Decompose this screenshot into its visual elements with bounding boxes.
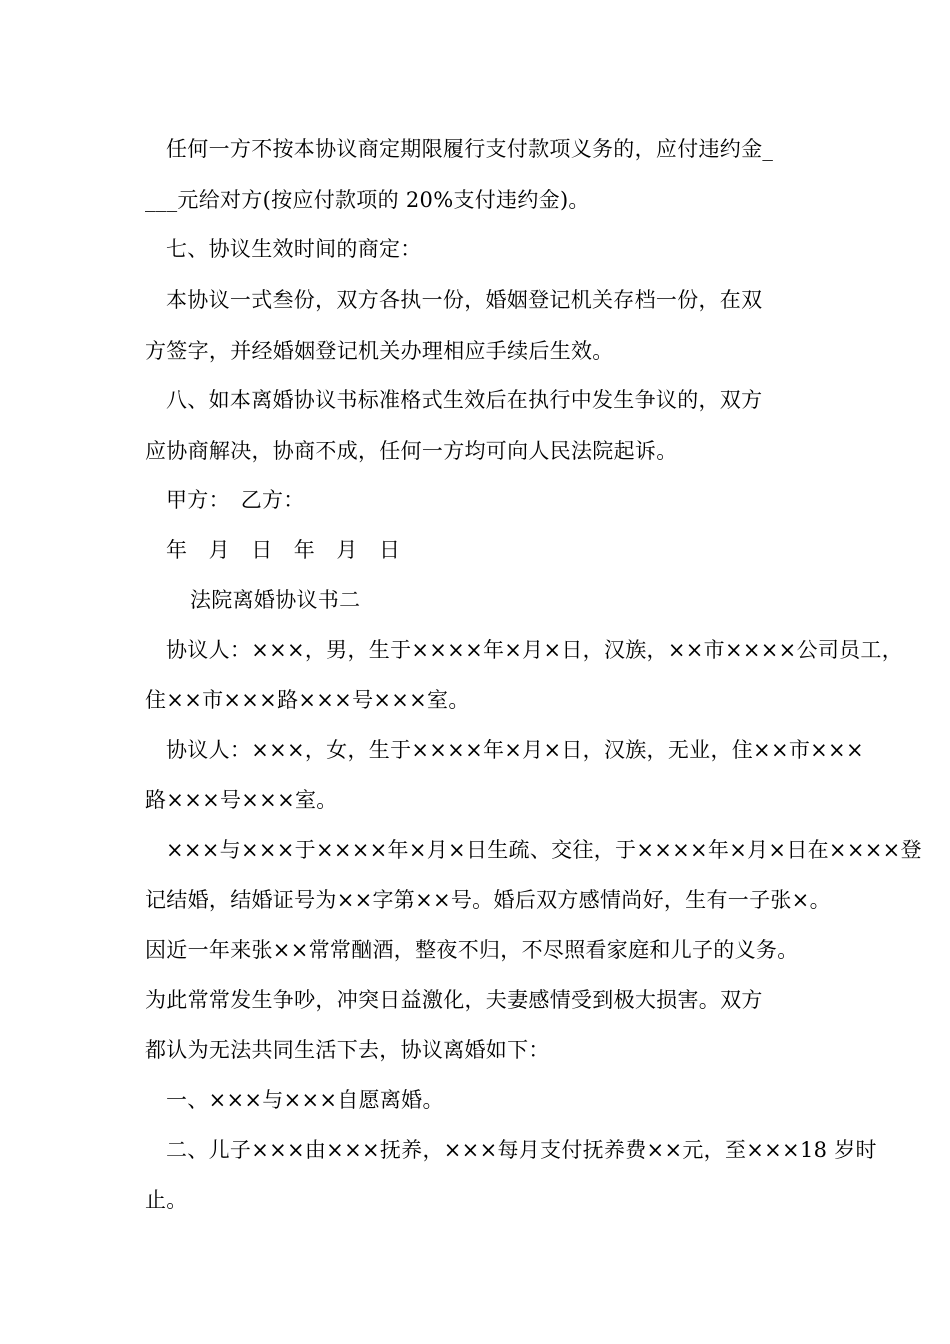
paragraph-line: 方签字，并经婚姻登记机关办理相应手续后生效。 [145,339,614,363]
section-heading: 七、协议生效时间的商定： [166,237,422,261]
paragraph-line: 都认为无法共同生活下去，协议离婚如下： [145,1038,550,1062]
paragraph-line: ___元给对方(按应付款项的 20%支付违约金)。 [145,188,590,212]
paragraph-line: 一、×××与×××自愿离婚。 [166,1088,444,1112]
paragraph-line: 记结婚，结婚证号为××字第××号。婚后双方感情尚好，生有一子张×。 [145,888,831,912]
paragraph-line: 止。 [145,1188,188,1212]
paragraph-line: 二、儿子×××由×××抚养，×××每月支付抚养费××元，至×××18 岁时 [166,1138,877,1162]
paragraph-line: 协议人：×××，女，生于××××年×月×日，汉族，无业，住××市××× [166,738,864,762]
paragraph-line: 本协议一式叁份，双方各执一份，婚姻登记机关存档一份，在双 [166,288,763,312]
document-subtitle: 法院离婚协议书二 [190,588,361,612]
paragraph-line: 应协商解决，协商不成，任何一方均可向人民法院起诉。 [145,439,678,463]
paragraph-line: 八、如本离婚协议书标准格式生效后在执行中发生争议的，双方 [166,388,763,412]
paragraph-line: 路×××号×××室。 [145,788,338,812]
signature-dates: 年 月 日 年 月 日 [166,538,401,562]
paragraph-line: 任何一方不按本协议商定期限履行支付款项义务的，应付违约金_ [166,137,774,161]
signature-parties: 甲方： 乙方： [166,488,305,512]
paragraph-line: 为此常常发生争吵，冲突日益激化，夫妻感情受到极大损害。双方 [145,988,763,1012]
paragraph-line: 协议人：×××，男，生于××××年×月×日，汉族，××市××××公司员工， [166,638,904,662]
paragraph-line: 因近一年来张××常常酗酒，整夜不归，不尽照看家庭和儿子的义务。 [145,938,799,962]
paragraph-line: 住××市×××路×××号×××室。 [145,688,470,712]
paragraph-line: ×××与×××于××××年×月×日生疏、交往，于××××年×月×日在××××登 [166,838,922,862]
